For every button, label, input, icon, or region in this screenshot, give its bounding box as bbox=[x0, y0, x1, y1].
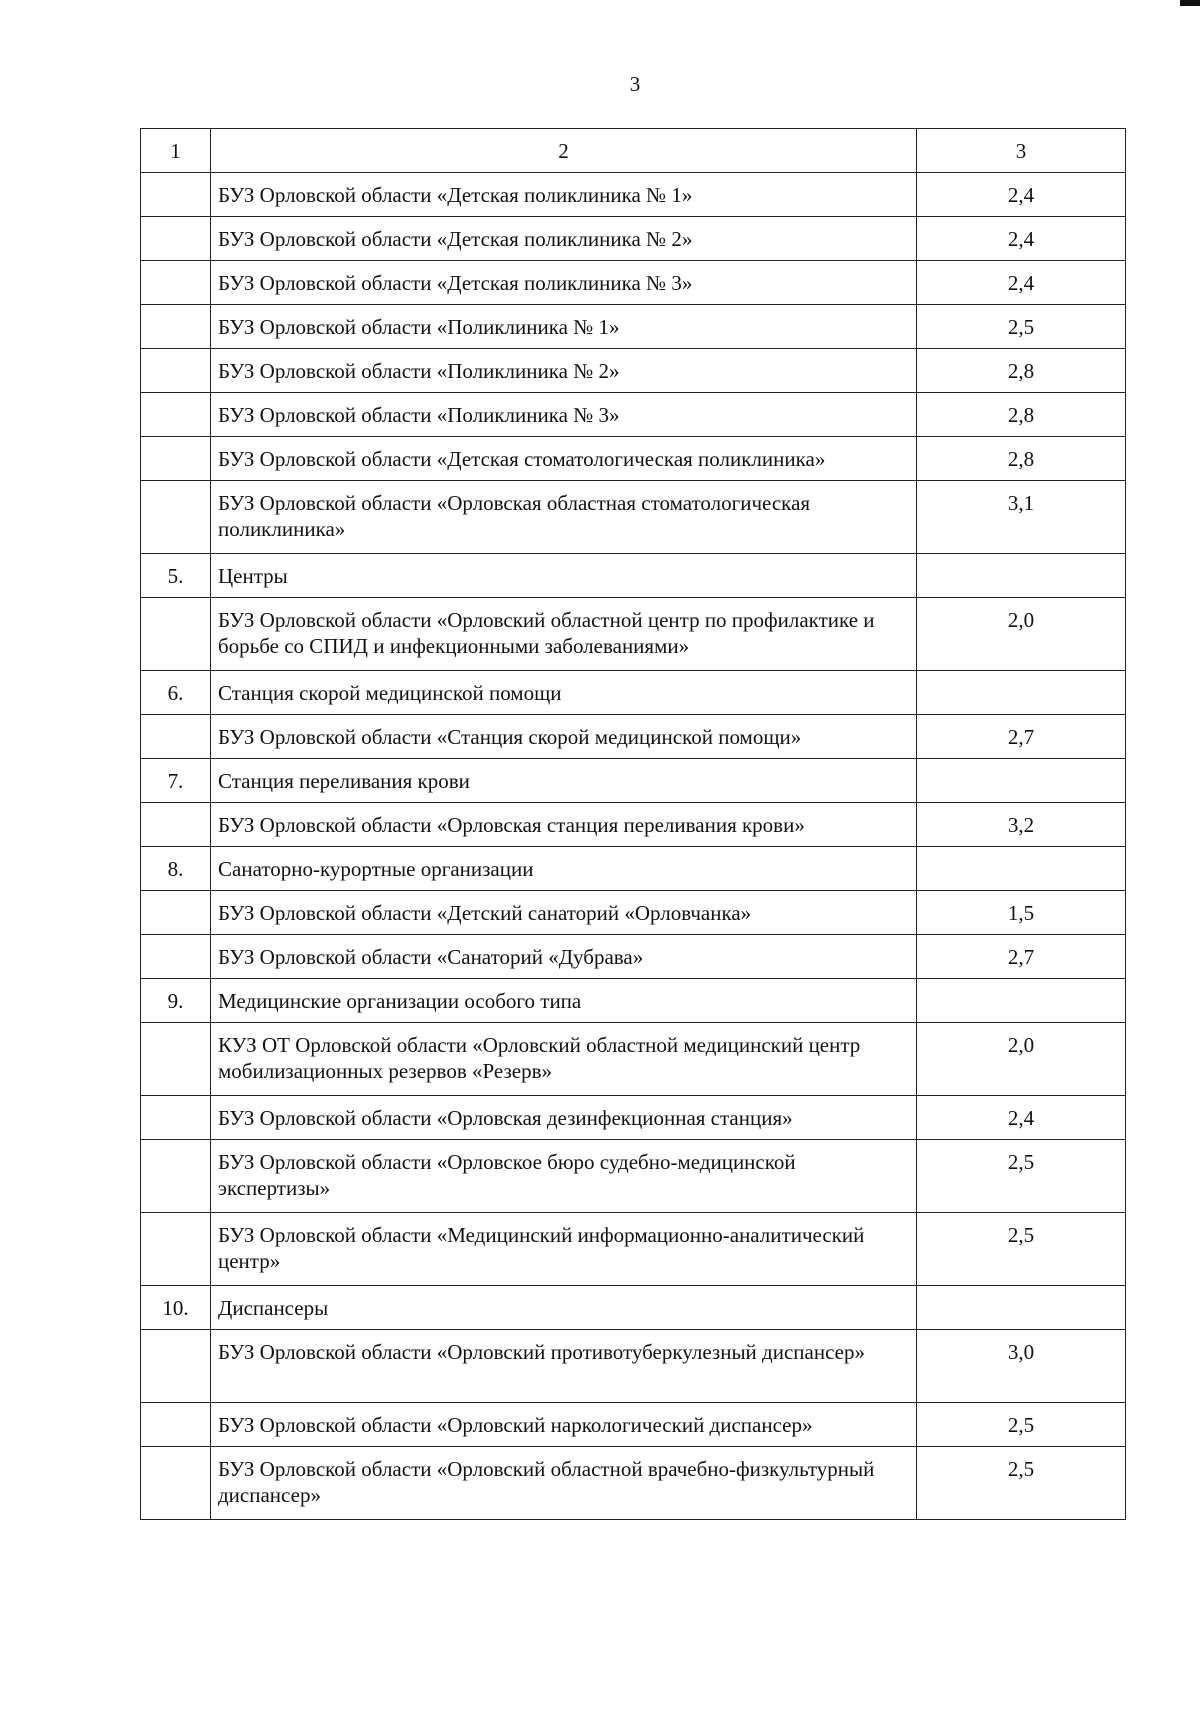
header-cell-2: 2 bbox=[211, 129, 917, 173]
row-value-cell: 2,0 bbox=[917, 1023, 1126, 1096]
row-number-cell bbox=[141, 1447, 211, 1520]
row-value-cell: 1,5 bbox=[917, 891, 1126, 935]
table-row bbox=[141, 1447, 1126, 1520]
row-value-cell: 2,5 bbox=[917, 1447, 1126, 1520]
row-number-cell bbox=[141, 1403, 211, 1447]
table-row bbox=[141, 217, 1126, 261]
row-number-cell bbox=[141, 393, 211, 437]
row-number-cell bbox=[141, 715, 211, 759]
row-number-cell bbox=[141, 261, 211, 305]
row-name-cell: БУЗ Орловской области «Детская поликлиника № 3» bbox=[211, 261, 917, 305]
header-cell-3: 3 bbox=[917, 129, 1126, 173]
row-value-cell: 2,5 bbox=[917, 1403, 1126, 1447]
row-value-cell: 2,8 bbox=[917, 393, 1126, 437]
page-number: 3 bbox=[629, 72, 641, 96]
row-value-cell bbox=[917, 847, 1126, 891]
row-name-cell: БУЗ Орловской области «Орловский наркологический диспансер» bbox=[211, 1403, 917, 1447]
row-number-cell bbox=[141, 891, 211, 935]
row-number-cell bbox=[141, 1096, 211, 1140]
row-number-cell: 8. bbox=[141, 847, 211, 891]
row-value-cell: 2,4 bbox=[917, 261, 1126, 305]
row-value-cell: 3,0 bbox=[917, 1330, 1126, 1403]
table-row bbox=[141, 1403, 1126, 1447]
row-name-cell: Санаторно-курортные организации bbox=[211, 847, 917, 891]
row-name-cell: Медицинские организации особого типа bbox=[211, 979, 917, 1023]
row-value-cell: 2,5 bbox=[917, 1213, 1126, 1286]
section-row bbox=[141, 1286, 1126, 1330]
row-name-cell: БУЗ Орловской области «Детская поликлиника № 2» bbox=[211, 217, 917, 261]
row-name-cell: БУЗ Орловской области «Детская стоматологическая поликлиника» bbox=[211, 437, 917, 481]
row-value-cell: 3,1 bbox=[917, 481, 1126, 554]
row-number-cell bbox=[141, 1330, 211, 1403]
row-name-cell: БУЗ Орловской области «Орловский областной врачебно-физкультурный диспансер» bbox=[211, 1447, 917, 1520]
table-row bbox=[141, 261, 1126, 305]
section-row bbox=[141, 847, 1126, 891]
row-value-cell: 2,8 bbox=[917, 437, 1126, 481]
row-name-cell: БУЗ Орловской области «Орловское бюро судебно-медицинской экспертизы» bbox=[211, 1140, 917, 1213]
table-row bbox=[141, 1023, 1126, 1096]
row-name-cell: БУЗ Орловской области «Поликлиника № 1» bbox=[211, 305, 917, 349]
row-value-cell bbox=[917, 979, 1126, 1023]
row-name-cell: БУЗ Орловской области «Орловская станция переливания крови» bbox=[211, 803, 917, 847]
row-value-cell: 2,0 bbox=[917, 598, 1126, 671]
row-name-cell: Станция скорой медицинской помощи bbox=[211, 671, 917, 715]
table-header-row bbox=[141, 129, 1126, 173]
row-value-cell: 2,4 bbox=[917, 217, 1126, 261]
section-row bbox=[141, 979, 1126, 1023]
row-name-cell: КУЗ ОТ Орловской области «Орловский областной медицинский центр мобилизационных резервов «Резерв» bbox=[211, 1023, 917, 1096]
table-row bbox=[141, 935, 1126, 979]
table-row bbox=[141, 715, 1126, 759]
row-number-cell: 7. bbox=[141, 759, 211, 803]
table-row bbox=[141, 349, 1126, 393]
row-name-cell: БУЗ Орловской области «Орловская дезинфекционная станция» bbox=[211, 1096, 917, 1140]
row-number-cell bbox=[141, 173, 211, 217]
header-cell-1: 1 bbox=[141, 129, 211, 173]
section-row bbox=[141, 671, 1126, 715]
row-value-cell: 2,7 bbox=[917, 715, 1126, 759]
row-number-cell bbox=[141, 803, 211, 847]
table-row bbox=[141, 803, 1126, 847]
table-body bbox=[141, 129, 1126, 1520]
row-name-cell: Диспансеры bbox=[211, 1286, 917, 1330]
row-name-cell: БУЗ Орловской области «Орловский областной центр по профилактике и борьбе со СПИД и инфекционными заболеваниями» bbox=[211, 598, 917, 671]
row-number-cell: 5. bbox=[141, 554, 211, 598]
row-name-cell: БУЗ Орловской области «Поликлиника № 2» bbox=[211, 349, 917, 393]
scan-edge-mark bbox=[1180, 0, 1200, 6]
row-value-cell: 3,2 bbox=[917, 803, 1126, 847]
row-number-cell bbox=[141, 1140, 211, 1213]
institutions-table bbox=[140, 128, 1126, 1520]
row-number-cell bbox=[141, 349, 211, 393]
row-value-cell: 2,4 bbox=[917, 1096, 1126, 1140]
row-number-cell bbox=[141, 481, 211, 554]
row-name-cell: БУЗ Орловской области «Детский санаторий «Орловчанка» bbox=[211, 891, 917, 935]
row-name-cell: БУЗ Орловской области «Санаторий «Дубрава» bbox=[211, 935, 917, 979]
row-value-cell: 2,7 bbox=[917, 935, 1126, 979]
row-number-cell bbox=[141, 437, 211, 481]
row-name-cell: БУЗ Орловской области «Детская поликлиника № 1» bbox=[211, 173, 917, 217]
row-value-cell bbox=[917, 759, 1126, 803]
table-row bbox=[141, 305, 1126, 349]
section-row bbox=[141, 759, 1126, 803]
row-number-cell: 9. bbox=[141, 979, 211, 1023]
table-row bbox=[141, 481, 1126, 554]
row-name-cell: БУЗ Орловской области «Орловский противотуберкулезный диспансер» bbox=[211, 1330, 917, 1403]
table-row bbox=[141, 598, 1126, 671]
row-number-cell bbox=[141, 1213, 211, 1286]
row-value-cell bbox=[917, 554, 1126, 598]
table-row bbox=[141, 1330, 1126, 1403]
row-value-cell: 2,8 bbox=[917, 349, 1126, 393]
row-value-cell: 2,5 bbox=[917, 1140, 1126, 1213]
row-value-cell: 2,5 bbox=[917, 305, 1126, 349]
row-name-cell: БУЗ Орловской области «Станция скорой медицинской помощи» bbox=[211, 715, 917, 759]
table-row bbox=[141, 1140, 1126, 1213]
row-value-cell: 2,4 bbox=[917, 173, 1126, 217]
row-number-cell: 10. bbox=[141, 1286, 211, 1330]
row-number-cell bbox=[141, 935, 211, 979]
table-row bbox=[141, 173, 1126, 217]
table-row bbox=[141, 393, 1126, 437]
row-name-cell: БУЗ Орловской области «Орловская областная стоматологическая поликлиника» bbox=[211, 481, 917, 554]
section-row bbox=[141, 554, 1126, 598]
table-row bbox=[141, 437, 1126, 481]
table-row bbox=[141, 1096, 1126, 1140]
row-number-cell bbox=[141, 598, 211, 671]
table-row bbox=[141, 891, 1126, 935]
row-name-cell: Станция переливания крови bbox=[211, 759, 917, 803]
row-number-cell bbox=[141, 305, 211, 349]
row-name-cell: БУЗ Орловской области «Поликлиника № 3» bbox=[211, 393, 917, 437]
row-name-cell: Центры bbox=[211, 554, 917, 598]
row-number-cell: 6. bbox=[141, 671, 211, 715]
table-row bbox=[141, 1213, 1126, 1286]
row-value-cell bbox=[917, 671, 1126, 715]
row-value-cell bbox=[917, 1286, 1126, 1330]
row-name-cell: БУЗ Орловской области «Медицинский информационно-аналитический центр» bbox=[211, 1213, 917, 1286]
row-number-cell bbox=[141, 1023, 211, 1096]
row-number-cell bbox=[141, 217, 211, 261]
